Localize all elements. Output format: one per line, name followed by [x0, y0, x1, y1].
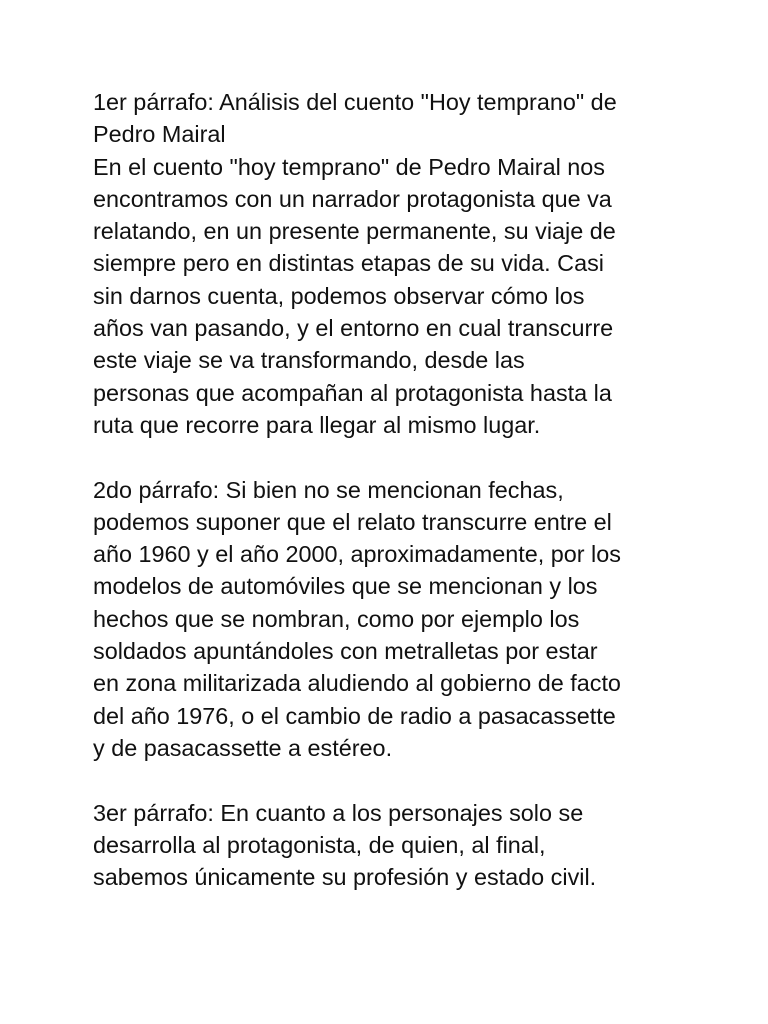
- paragraph-line: sabemos únicamente su profesión y estado civil.: [93, 864, 597, 891]
- paragraph-spacer: [93, 441, 703, 473]
- paragraph-line: ruta que recorre para llegar al mismo lugar.: [93, 411, 541, 438]
- paragraph-line: En el cuento "hoy temprano" de Pedro Mairal nos: [93, 153, 606, 180]
- paragraph-line: año 1960 y el año 2000, aproximadamente, por los: [93, 541, 621, 568]
- paragraph-line: 2do párrafo: Si bien no se mencionan fechas,: [93, 476, 564, 503]
- paragraph-line: podemos suponer que el relato transcurre entre el: [93, 508, 612, 535]
- paragraph-line: siempre pero en distintas etapas de su vida. Casi: [93, 250, 604, 277]
- paragraph-line: Pedro Mairal: [93, 121, 226, 148]
- paragraph-1: [93, 86, 703, 441]
- document-page: [93, 86, 703, 893]
- paragraph-line: sin darnos cuenta, podemos observar cómo los: [93, 282, 585, 309]
- paragraph-line: desarrolla al protagonista, de quien, al final,: [93, 831, 546, 858]
- paragraph-line: del año 1976, o el cambio de radio a pasacassette: [93, 702, 616, 729]
- paragraph-line: encontramos con un narrador protagonista que va: [93, 185, 612, 212]
- paragraph-line: relatando, en un presente permanente, su viaje de: [93, 218, 616, 245]
- paragraph-line: años van pasando, y el entorno en cual transcurre: [93, 315, 614, 342]
- paragraph-3: [93, 797, 703, 894]
- paragraph-line: personas que acompañan al protagonista hasta la: [93, 379, 612, 406]
- paragraph-line: y de pasacassette a estéreo.: [93, 734, 393, 761]
- paragraph-2: [93, 474, 703, 765]
- paragraph-line: hechos que se nombran, como por ejemplo los: [93, 605, 580, 632]
- paragraph-line: en zona militarizada aludiendo al gobierno de facto: [93, 670, 621, 697]
- paragraph-line: este viaje se va transformando, desde las: [93, 347, 525, 374]
- paragraph-line: soldados apuntándoles con metralletas por estar: [93, 638, 598, 665]
- paragraph-line: 1er párrafo: Análisis del cuento "Hoy temprano" de: [93, 89, 617, 115]
- paragraph-line: 3er párrafo: En cuanto a los personajes solo se: [93, 799, 584, 826]
- paragraph-line: modelos de automóviles que se mencionan y los: [93, 573, 598, 600]
- paragraph-spacer: [93, 764, 703, 796]
